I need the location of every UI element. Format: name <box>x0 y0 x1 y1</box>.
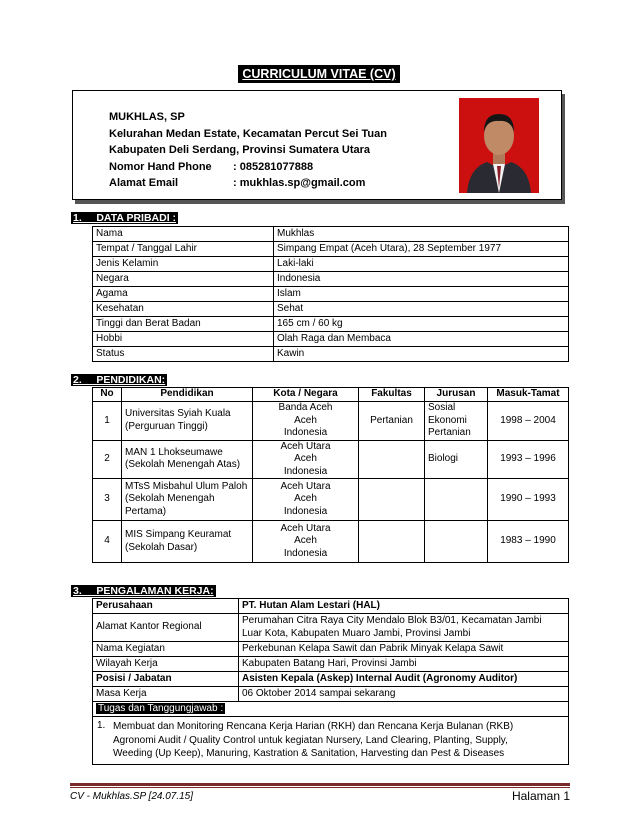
name: MUKHLAS, SP <box>109 111 185 123</box>
footer-divider <box>70 783 570 786</box>
page-number: Halaman 1 <box>511 789 570 803</box>
table-row: Nama Kegiatan Perkebunan Kelapa Sawit dan Pabrik Minyak Kelapa Sawit <box>93 642 569 657</box>
address-line-2: Kabupaten Deli Serdang, Provinsi Sumatera Utara <box>109 144 371 156</box>
section-3-title: 3. PENGALAMAN KERJA: <box>73 585 214 597</box>
table-header-row: No Pendidikan Kota / Negara Fakultas Jurusan Masuk-Tamat <box>93 388 569 402</box>
footer-left: CV - Mukhlas.SP [24.07.15] <box>70 791 194 802</box>
table-row: Kesehatan Sehat <box>93 302 569 317</box>
table-row: Status Kawin <box>93 347 569 362</box>
header-box <box>72 90 562 200</box>
address-line-1: Kelurahan Medan Estate, Kecamatan Percut Sei Tuan <box>109 127 387 140</box>
table-row: Tinggi dan Berat Badan 165 cm / 60 kg <box>93 317 569 332</box>
document-title: CURRICULUM VITAE (CV) <box>0 67 638 81</box>
table-row: Hobbi Olah Raga dan Membaca <box>93 332 569 347</box>
email-row: Alamat Email : mukhlas.sp@gmail.com <box>109 177 366 189</box>
work-experience-table <box>92 598 569 765</box>
table-row: Alamat Kantor Regional Perumahan Citra Raya City Mendalo Blok B3/01, Kecamatan Jambi Luar Kota, Kabupaten Muaro Jambi, Provinsi Jambi <box>93 614 569 642</box>
table-row: Tempat / Tanggal Lahir Simpang Empat (Aceh Utara), 28 September 1977 <box>93 242 569 257</box>
footer-divider-thin <box>70 787 570 788</box>
table-row: 2 MAN 1 Lhokseumawe (Sekolah Menengah Atas) Aceh Utara Aceh Indonesia Biologi 1993 – 1996 <box>93 440 569 479</box>
table-row: Perusahaan PT. Hutan Alam Lestari (HAL) <box>93 599 569 614</box>
table-row <box>93 702 569 717</box>
table-row: Jenis Kelamin Laki-laki <box>93 257 569 272</box>
table-row: Nama Mukhlas <box>93 227 569 242</box>
table-row <box>93 717 569 765</box>
personal-data-table <box>92 226 569 362</box>
table-row: 1 Universitas Syiah Kuala (Perguruan Tinggi) Banda Aceh Aceh Indonesia Pertanian Sosial Ekonomi Pertanian 1998 – 2004 <box>93 402 569 441</box>
section-1-title: 1. DATA PRIBADI : <box>73 212 177 224</box>
table-row: Masa Kerja 06 Oktober 2014 sampai sekarang <box>93 687 569 702</box>
table-row: Wilayah Kerja Kabupaten Batang Hari, Provinsi Jambi <box>93 657 569 672</box>
duties-label: Tugas dan Tanggungjawab : <box>98 702 224 714</box>
profile-photo <box>459 98 539 193</box>
table-row: 3 MTsS Misbahul Ulum Paloh (Sekolah Menengah Pertama) Aceh Utara Aceh Indonesia 1990 – 1993 <box>93 479 569 521</box>
table-row: Agama Islam <box>93 287 569 302</box>
table-row: 4 MIS Simpang Keuramat (Sekolah Dasar) Aceh Utara Aceh Indonesia 1983 – 1990 <box>93 521 569 563</box>
table-row: Posisi / Jabatan Asisten Kepala (Askep) Internal Audit (Agronomy Auditor) <box>93 672 569 687</box>
phone-row: Nomor Hand Phone : 085281077888 <box>109 160 314 173</box>
duty-item: 1. Membuat dan Monitoring Rencana Kerja Harian (RKH) dan Rencana Kerja Bulanan (RKB) Agronomi Audit / Quality Control untuk kegiatan Nursery, Land Clearing, Planting, Supply, Weeding (Up Keep), Manuring, Kastration & Sanitation, Harvesting dan Pest & Diseases <box>97 720 514 759</box>
education-table <box>92 387 569 563</box>
header-info <box>109 109 387 192</box>
table-row: Negara Indonesia <box>93 272 569 287</box>
section-2-title: 2. PENDIDIKAN: <box>73 374 166 386</box>
